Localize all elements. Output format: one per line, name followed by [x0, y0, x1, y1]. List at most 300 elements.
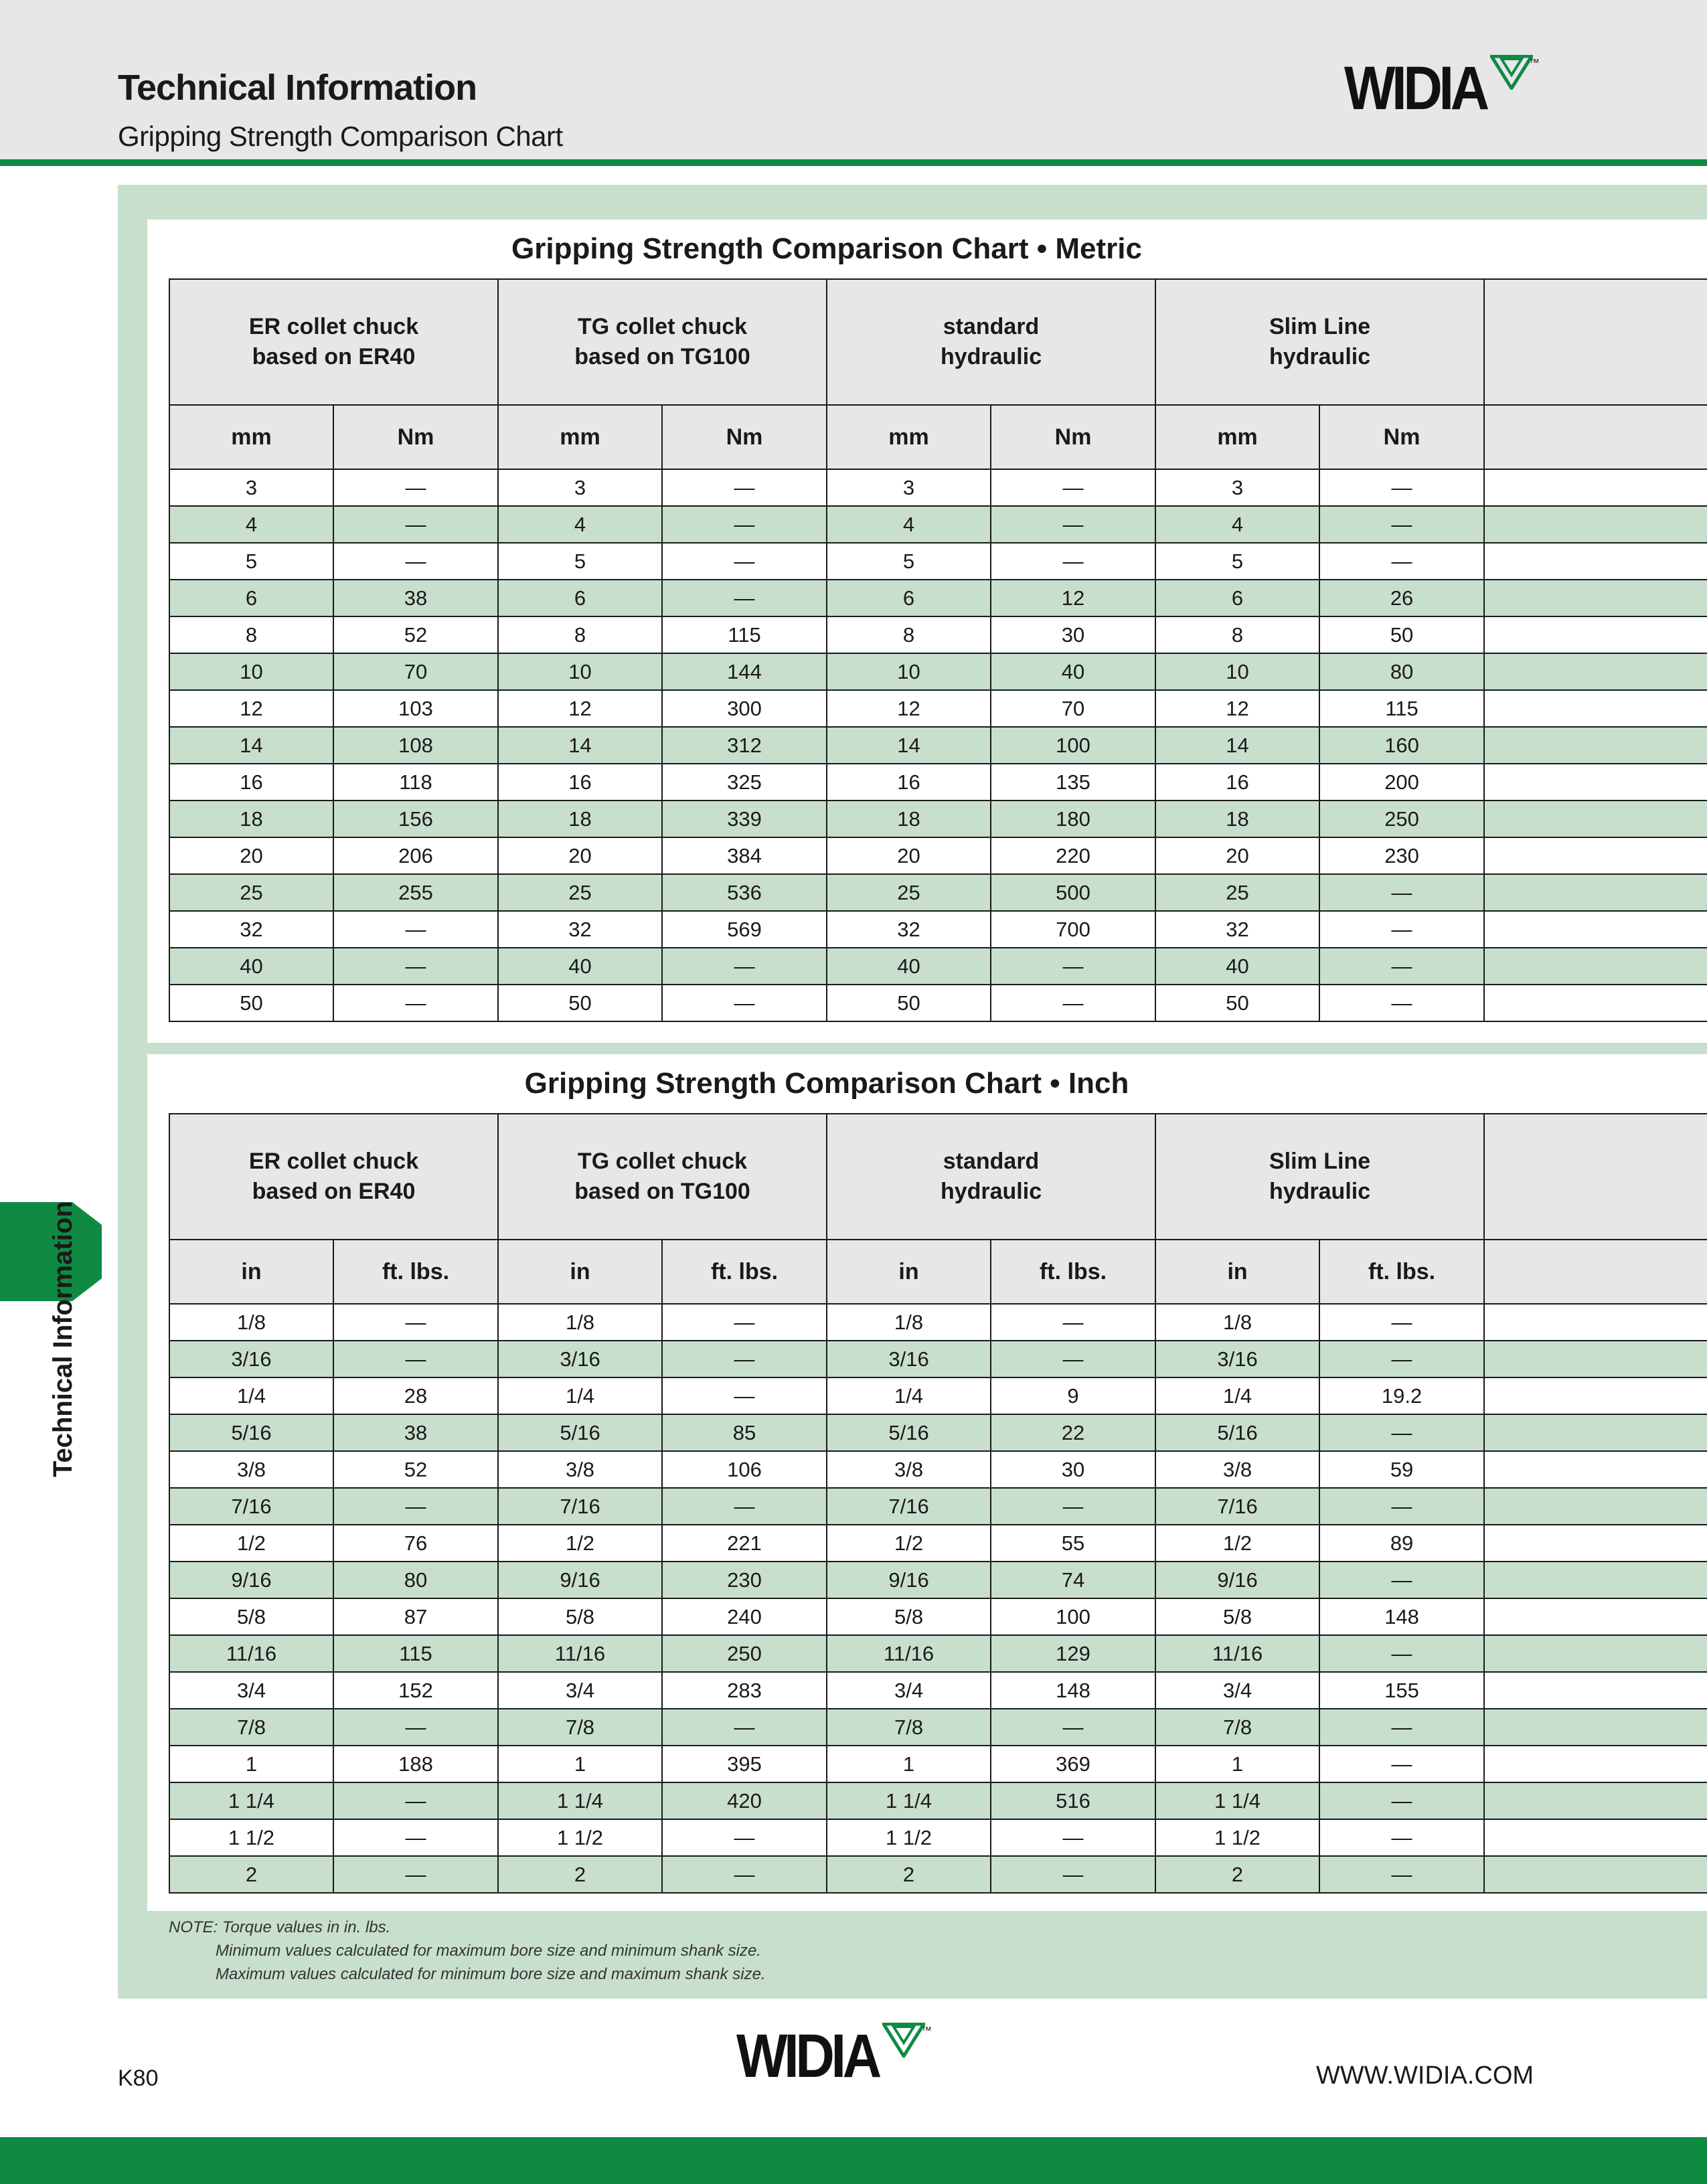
- table-cell: —: [991, 1856, 1155, 1893]
- table-cell: 14: [827, 727, 991, 764]
- table-cell: —: [333, 1709, 498, 1746]
- column-group-header-line: Slim Line: [1269, 1149, 1371, 1174]
- column-group-header-line: hydraulic: [1269, 1179, 1371, 1204]
- inch-group-header-row: [169, 1114, 1707, 1240]
- table-cell: 220: [991, 837, 1155, 874]
- table-cell: —: [1319, 1414, 1484, 1451]
- table-cell: —: [333, 543, 498, 580]
- table-cell: 6: [1155, 580, 1319, 616]
- table-cell: 50: [169, 985, 333, 1021]
- table-row: [169, 1746, 1707, 1782]
- table-cell: 1/2: [827, 1525, 991, 1562]
- table-cell: 70: [991, 690, 1155, 727]
- metric-table-body: [169, 469, 1707, 1021]
- table-cell: 255: [333, 874, 498, 911]
- blank-cell: [1484, 1598, 1707, 1635]
- table-row: [169, 1782, 1707, 1819]
- table-cell: 250: [1319, 801, 1484, 837]
- unit-header: in: [827, 1240, 991, 1304]
- column-group-header-line: based on ER40: [252, 1179, 416, 1204]
- blank-cell: [1484, 1451, 1707, 1488]
- table-cell: 55: [991, 1525, 1155, 1562]
- table-cell: 1/2: [1155, 1525, 1319, 1562]
- table-cell: 59: [1319, 1451, 1484, 1488]
- blank-cell: [1484, 1635, 1707, 1672]
- table-cell: —: [662, 1819, 827, 1856]
- table-cell: 18: [827, 801, 991, 837]
- table-cell: 3: [498, 469, 662, 506]
- table-cell: 4: [1155, 506, 1319, 543]
- table-cell: 1 1/2: [169, 1819, 333, 1856]
- table-cell: 70: [333, 653, 498, 690]
- column-group-header: [498, 1114, 827, 1240]
- table-row: [169, 837, 1707, 874]
- table-cell: 200: [1319, 764, 1484, 801]
- table-cell: 156: [333, 801, 498, 837]
- logo-trademark: ™: [1529, 58, 1540, 69]
- table-cell: 32: [827, 911, 991, 948]
- table-cell: 30: [991, 1451, 1155, 1488]
- table-cell: —: [333, 1819, 498, 1856]
- blank-cell: [1484, 727, 1707, 764]
- table-cell: —: [662, 985, 827, 1021]
- table-row: [169, 1709, 1707, 1746]
- table-cell: 7/8: [169, 1709, 333, 1746]
- table-cell: 1/2: [498, 1525, 662, 1562]
- column-group-header: [498, 279, 827, 405]
- column-group-header: [1155, 1114, 1484, 1240]
- table-cell: 1/4: [169, 1377, 333, 1414]
- table-cell: 1 1/2: [498, 1819, 662, 1856]
- table-cell: 129: [991, 1635, 1155, 1672]
- table-row: [169, 1304, 1707, 1341]
- table-cell: 2: [827, 1856, 991, 1893]
- table-cell: 221: [662, 1525, 827, 1562]
- table-cell: 22: [991, 1414, 1155, 1451]
- table-cell: 5/16: [827, 1414, 991, 1451]
- table-cell: 384: [662, 837, 827, 874]
- column-group-header-line: hydraulic: [940, 1179, 1042, 1204]
- table-cell: —: [662, 1304, 827, 1341]
- table-cell: 1/4: [498, 1377, 662, 1414]
- column-group-header-line: hydraulic: [940, 344, 1042, 369]
- table-cell: 100: [991, 727, 1155, 764]
- unit-header: mm: [498, 405, 662, 469]
- table-row: [169, 653, 1707, 690]
- table-cell: 3: [1155, 469, 1319, 506]
- table-cell: 74: [991, 1562, 1155, 1598]
- blank-cell: [1484, 690, 1707, 727]
- footer-bar: [0, 2137, 1707, 2184]
- blank-cell: [1484, 985, 1707, 1021]
- table-cell: 5: [827, 543, 991, 580]
- table-cell: 2: [498, 1856, 662, 1893]
- footer-logo-triangle-icon: [882, 2023, 925, 2057]
- blank-cell: [1484, 1672, 1707, 1709]
- table-cell: 1/8: [498, 1304, 662, 1341]
- table-cell: 12: [169, 690, 333, 727]
- column-group-header: [827, 1114, 1155, 1240]
- table-cell: 3/4: [169, 1672, 333, 1709]
- note-line: Maximum values calculated for minimum bore size and maximum shank size.: [216, 1965, 766, 1983]
- blank-cell: [1484, 1488, 1707, 1525]
- table-cell: 1 1/4: [827, 1782, 991, 1819]
- table-cell: 1 1/2: [827, 1819, 991, 1856]
- table-cell: 5/8: [498, 1598, 662, 1635]
- website-url: WWW.WIDIA.COM: [1316, 2062, 1534, 2090]
- table-cell: 3/8: [169, 1451, 333, 1488]
- table-cell: 11/16: [498, 1635, 662, 1672]
- table-cell: 1 1/4: [1155, 1782, 1319, 1819]
- table-cell: 7/8: [827, 1709, 991, 1746]
- blank-cell: [1484, 1414, 1707, 1451]
- table-cell: 32: [498, 911, 662, 948]
- table-cell: 3/8: [827, 1451, 991, 1488]
- unit-header: in: [498, 1240, 662, 1304]
- table-cell: 7/16: [827, 1488, 991, 1525]
- table-cell: 3: [827, 469, 991, 506]
- blank-cell: [1484, 764, 1707, 801]
- blank-cell: [1484, 948, 1707, 985]
- table-cell: 14: [1155, 727, 1319, 764]
- table-row: [169, 1598, 1707, 1635]
- table-cell: 40: [1155, 948, 1319, 985]
- side-tab-label: Technical Information: [48, 1201, 78, 1477]
- table-cell: —: [662, 1377, 827, 1414]
- table-cell: 5: [1155, 543, 1319, 580]
- table-cell: 569: [662, 911, 827, 948]
- table-cell: 1: [169, 1746, 333, 1782]
- table-row: [169, 1414, 1707, 1451]
- table-cell: —: [333, 1304, 498, 1341]
- table-cell: —: [662, 1488, 827, 1525]
- table-cell: 89: [1319, 1525, 1484, 1562]
- table-cell: —: [1319, 1635, 1484, 1672]
- table-row: [169, 1488, 1707, 1525]
- page-subtitle: Gripping Strength Comparison Chart: [118, 120, 563, 152]
- table-cell: 20: [1155, 837, 1319, 874]
- table-cell: —: [1319, 1304, 1484, 1341]
- table-cell: 10: [1155, 653, 1319, 690]
- table-cell: 40: [169, 948, 333, 985]
- footer-logo-wordmark: WIDIA: [736, 2022, 878, 2090]
- table-cell: 30: [991, 616, 1155, 653]
- blank-cell: [1484, 911, 1707, 948]
- table-cell: 7/16: [169, 1488, 333, 1525]
- table-cell: 230: [662, 1562, 827, 1598]
- table-cell: 1: [498, 1746, 662, 1782]
- table-row: [169, 580, 1707, 616]
- table-cell: 300: [662, 690, 827, 727]
- table-cell: 52: [333, 616, 498, 653]
- table-cell: 11/16: [827, 1635, 991, 1672]
- table-cell: 516: [991, 1782, 1155, 1819]
- table-cell: —: [1319, 469, 1484, 506]
- table-cell: —: [1319, 506, 1484, 543]
- blank-cell: [1484, 1304, 1707, 1341]
- table-cell: 50: [1155, 985, 1319, 1021]
- note-line: Minimum values calculated for maximum bore size and minimum shank size.: [216, 1942, 761, 1960]
- blank-cell: [1484, 580, 1707, 616]
- table-cell: 18: [169, 801, 333, 837]
- table-cell: —: [1319, 874, 1484, 911]
- table-cell: 155: [1319, 1672, 1484, 1709]
- table-cell: 18: [498, 801, 662, 837]
- table-notes: [169, 1916, 766, 1986]
- table-cell: 38: [333, 580, 498, 616]
- table-cell: 40: [498, 948, 662, 985]
- table-cell: 76: [333, 1525, 498, 1562]
- table-row: [169, 911, 1707, 948]
- table-cell: —: [333, 1782, 498, 1819]
- page-title: Technical Information: [118, 68, 477, 108]
- table-row: [169, 1341, 1707, 1377]
- table-cell: —: [333, 985, 498, 1021]
- inch-chart-title: Gripping Strength Comparison Chart • Inch: [524, 1067, 1129, 1100]
- table-cell: 1 1/4: [169, 1782, 333, 1819]
- table-cell: 16: [827, 764, 991, 801]
- table-cell: 12: [827, 690, 991, 727]
- footer-logo-trademark: ™: [921, 2025, 932, 2037]
- table-cell: 18: [1155, 801, 1319, 837]
- unit-header: ft. lbs.: [991, 1240, 1155, 1304]
- page-number: K80: [118, 2066, 159, 2091]
- blank-cell: [1484, 469, 1707, 506]
- table-cell: 7/16: [1155, 1488, 1319, 1525]
- table-cell: 25: [1155, 874, 1319, 911]
- table-cell: 32: [1155, 911, 1319, 948]
- table-cell: 4: [169, 506, 333, 543]
- unit-header: ft. lbs.: [1319, 1240, 1484, 1304]
- table-cell: 500: [991, 874, 1155, 911]
- column-group-header: [169, 1114, 498, 1240]
- table-cell: 1: [827, 1746, 991, 1782]
- table-cell: 5/8: [827, 1598, 991, 1635]
- table-cell: —: [662, 948, 827, 985]
- table-cell: 115: [662, 616, 827, 653]
- unit-header: in: [169, 1240, 333, 1304]
- metric-group-header-row: [169, 279, 1707, 405]
- table-cell: —: [1319, 1746, 1484, 1782]
- table-row: [169, 1819, 1707, 1856]
- table-cell: —: [333, 1341, 498, 1377]
- table-cell: 5: [169, 543, 333, 580]
- table-cell: 50: [1319, 616, 1484, 653]
- unit-header: Nm: [662, 405, 827, 469]
- unit-header: mm: [169, 405, 333, 469]
- column-group-header-line: ER collet chuck: [248, 1149, 419, 1174]
- table-cell: 395: [662, 1746, 827, 1782]
- table-cell: 3: [169, 469, 333, 506]
- footer-widia-logo: [736, 2021, 930, 2088]
- table-cell: —: [1319, 543, 1484, 580]
- table-row: [169, 727, 1707, 764]
- table-cell: 25: [169, 874, 333, 911]
- table-cell: 52: [333, 1451, 498, 1488]
- table-cell: —: [662, 1709, 827, 1746]
- table-cell: 8: [827, 616, 991, 653]
- column-group-header-line: TG collet chuck: [577, 314, 748, 339]
- table-cell: 9/16: [1155, 1562, 1319, 1598]
- table-cell: —: [991, 1709, 1155, 1746]
- table-cell: 19.2: [1319, 1377, 1484, 1414]
- table-cell: —: [1319, 1856, 1484, 1893]
- blank-header-cell: [1484, 279, 1707, 405]
- table-cell: 16: [1155, 764, 1319, 801]
- table-cell: 3/16: [169, 1341, 333, 1377]
- table-cell: 12: [991, 580, 1155, 616]
- table-cell: 2: [1155, 1856, 1319, 1893]
- table-cell: 148: [991, 1672, 1155, 1709]
- inch-table: [169, 1113, 1707, 1894]
- table-cell: 3/16: [1155, 1341, 1319, 1377]
- table-row: [169, 1672, 1707, 1709]
- column-group-header-line: ER collet chuck: [248, 314, 419, 339]
- unit-header: Nm: [333, 405, 498, 469]
- logo-wordmark: WIDIA: [1344, 54, 1486, 122]
- table-cell: 5/16: [1155, 1414, 1319, 1451]
- blank-cell: [1484, 874, 1707, 911]
- table-cell: 420: [662, 1782, 827, 1819]
- table-cell: —: [662, 1856, 827, 1893]
- table-cell: 4: [827, 506, 991, 543]
- table-cell: —: [662, 506, 827, 543]
- table-cell: 283: [662, 1672, 827, 1709]
- blank-header-cell: [1484, 405, 1707, 469]
- blank-cell: [1484, 616, 1707, 653]
- table-cell: 240: [662, 1598, 827, 1635]
- metric-chart-title: Gripping Strength Comparison Chart • Metric: [511, 232, 1142, 265]
- table-cell: —: [1319, 1782, 1484, 1819]
- blank-cell: [1484, 1562, 1707, 1598]
- table-row: [169, 874, 1707, 911]
- table-row: [169, 801, 1707, 837]
- table-cell: 152: [333, 1672, 498, 1709]
- table-row: [169, 616, 1707, 653]
- table-cell: 4: [498, 506, 662, 543]
- table-cell: 7/8: [498, 1709, 662, 1746]
- table-cell: —: [1319, 1341, 1484, 1377]
- table-row: [169, 1525, 1707, 1562]
- table-row: [169, 1451, 1707, 1488]
- table-cell: 20: [169, 837, 333, 874]
- unit-header: mm: [827, 405, 991, 469]
- blank-cell: [1484, 1782, 1707, 1819]
- table-cell: —: [1319, 1562, 1484, 1598]
- table-cell: 50: [498, 985, 662, 1021]
- table-cell: 12: [1155, 690, 1319, 727]
- table-cell: 11/16: [169, 1635, 333, 1672]
- table-cell: —: [1319, 1819, 1484, 1856]
- table-cell: 10: [498, 653, 662, 690]
- table-row: [169, 690, 1707, 727]
- table-cell: 5/8: [169, 1598, 333, 1635]
- table-cell: 1/8: [1155, 1304, 1319, 1341]
- table-row: [169, 469, 1707, 506]
- column-group-header-line: standard: [943, 314, 1040, 339]
- table-cell: 7/8: [1155, 1709, 1319, 1746]
- table-cell: 8: [169, 616, 333, 653]
- table-cell: 10: [169, 653, 333, 690]
- table-cell: 80: [333, 1562, 498, 1598]
- widia-logo: [1344, 54, 1538, 120]
- table-cell: 250: [662, 1635, 827, 1672]
- table-cell: 87: [333, 1598, 498, 1635]
- note-line: NOTE: Torque values in in. lbs.: [169, 1918, 391, 1936]
- table-cell: 16: [169, 764, 333, 801]
- table-cell: —: [333, 506, 498, 543]
- table-cell: 180: [991, 801, 1155, 837]
- table-cell: 8: [1155, 616, 1319, 653]
- table-cell: 5/8: [1155, 1598, 1319, 1635]
- column-group-header-line: hydraulic: [1269, 344, 1371, 369]
- table-row: [169, 1635, 1707, 1672]
- table-cell: 11/16: [1155, 1635, 1319, 1672]
- table-cell: —: [991, 543, 1155, 580]
- inch-section: [147, 1054, 1707, 1911]
- table-cell: —: [662, 469, 827, 506]
- table-cell: 1/4: [827, 1377, 991, 1414]
- blank-cell: [1484, 653, 1707, 690]
- inch-unit-header-row: [169, 1240, 1707, 1304]
- table-row: [169, 1377, 1707, 1414]
- table-cell: 1: [1155, 1746, 1319, 1782]
- table-cell: 6: [169, 580, 333, 616]
- unit-header: mm: [1155, 405, 1319, 469]
- unit-header: ft. lbs.: [662, 1240, 827, 1304]
- inch-table-body: [169, 1304, 1707, 1893]
- table-cell: 1/4: [1155, 1377, 1319, 1414]
- table-cell: —: [662, 580, 827, 616]
- table-cell: —: [991, 985, 1155, 1021]
- table-cell: 106: [662, 1451, 827, 1488]
- table-cell: 25: [827, 874, 991, 911]
- column-group-header-line: Slim Line: [1269, 314, 1371, 339]
- table-cell: 28: [333, 1377, 498, 1414]
- table-cell: 32: [169, 911, 333, 948]
- table-cell: 14: [169, 727, 333, 764]
- table-cell: 5/16: [498, 1414, 662, 1451]
- table-cell: 3/8: [1155, 1451, 1319, 1488]
- blank-cell: [1484, 1377, 1707, 1414]
- table-cell: —: [991, 1488, 1155, 1525]
- table-cell: 160: [1319, 727, 1484, 764]
- table-row: [169, 1562, 1707, 1598]
- table-cell: 339: [662, 801, 827, 837]
- column-group-header: [169, 279, 498, 405]
- table-cell: 100: [991, 1598, 1155, 1635]
- table-cell: 9/16: [827, 1562, 991, 1598]
- table-cell: —: [333, 948, 498, 985]
- table-cell: 20: [827, 837, 991, 874]
- table-row: [169, 948, 1707, 985]
- table-cell: 6: [827, 580, 991, 616]
- table-cell: —: [333, 1488, 498, 1525]
- table-cell: 3/4: [827, 1672, 991, 1709]
- table-cell: —: [1319, 985, 1484, 1021]
- table-cell: 206: [333, 837, 498, 874]
- table-cell: 10: [827, 653, 991, 690]
- table-cell: 1/8: [169, 1304, 333, 1341]
- table-cell: 85: [662, 1414, 827, 1451]
- column-group-header-line: standard: [943, 1149, 1040, 1174]
- table-cell: 108: [333, 727, 498, 764]
- table-cell: —: [333, 469, 498, 506]
- column-group-header: [827, 279, 1155, 405]
- table-cell: —: [991, 506, 1155, 543]
- column-group-header-line: based on TG100: [574, 1179, 750, 1204]
- table-cell: 38: [333, 1414, 498, 1451]
